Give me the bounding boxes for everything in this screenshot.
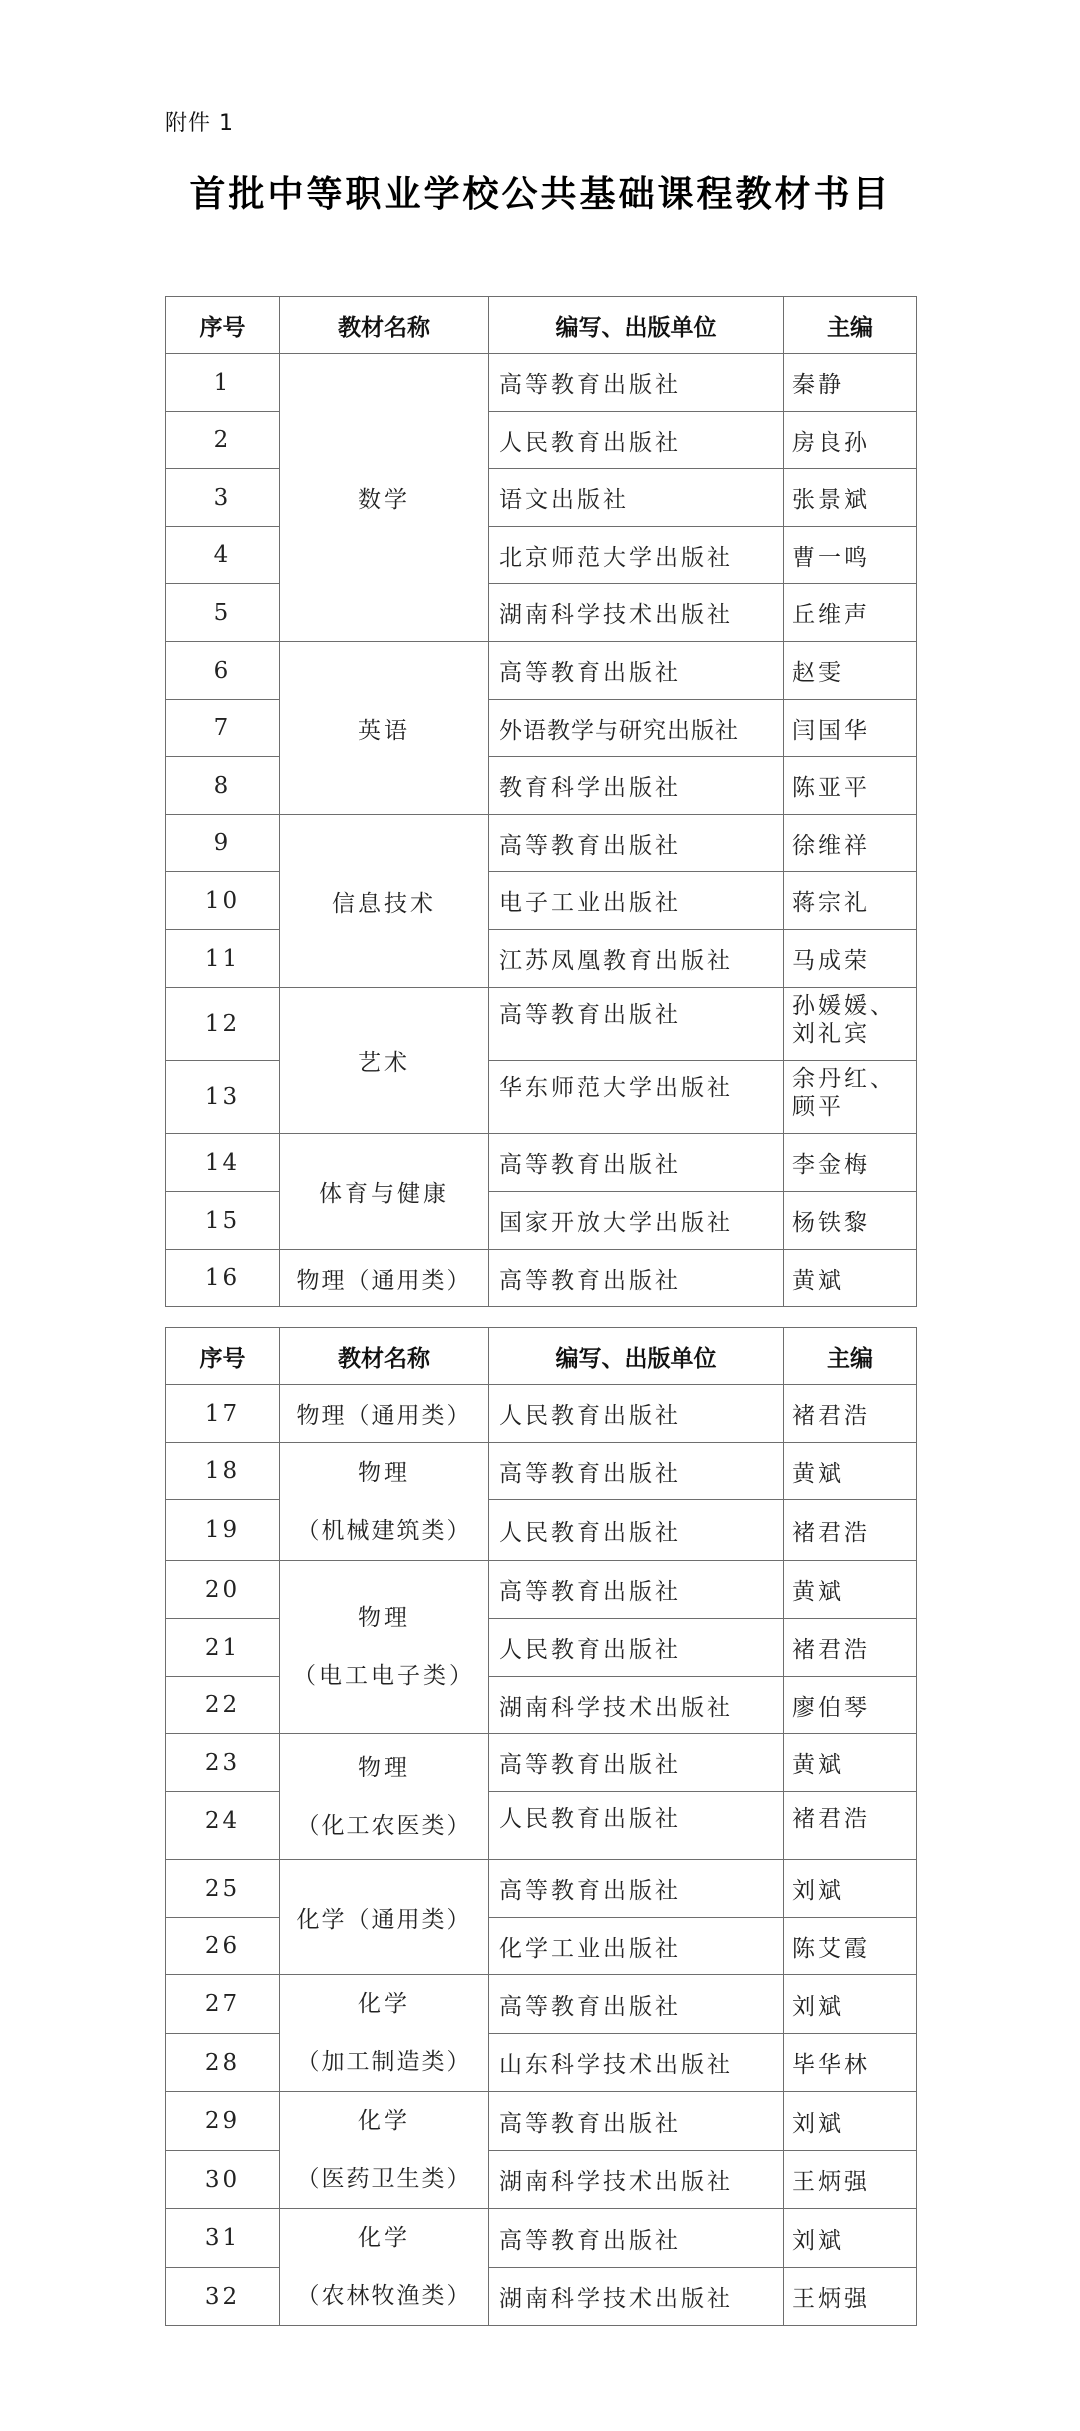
textbook-name-line-2: （加工制造类） [296, 2049, 472, 2075]
table-row [166, 1192, 917, 1250]
editor: 闫国华 [784, 700, 917, 757]
table-row [166, 757, 917, 815]
textbook-name-line-1: 化学 [358, 2225, 410, 2251]
table-row [166, 2209, 917, 2268]
row-no: 10 [166, 872, 280, 930]
textbook-name: 物理（通用类） [280, 1250, 489, 1307]
row-no: 15 [166, 1192, 280, 1250]
editor: 徐维祥 [784, 815, 917, 872]
editor: 褚君浩 [784, 1500, 917, 1561]
editor: 陈亚平 [784, 757, 917, 815]
table-row [166, 2092, 917, 2151]
header-name: 教材名称 [280, 297, 489, 354]
row-no: 18 [166, 1443, 280, 1500]
table-header-row [166, 297, 917, 354]
attachment-label: 附件 1 [165, 111, 234, 136]
table-row [166, 2034, 917, 2092]
publisher: 北京师范大学出版社 [489, 527, 784, 584]
header-editor: 主编 [784, 297, 917, 354]
publisher: 电子工业出版社 [489, 872, 784, 930]
publisher: 高等教育出版社 [489, 988, 784, 1061]
textbook-name-line-1: 物理 [358, 1459, 410, 1486]
editor-line-2: 顾平 [792, 1094, 844, 1120]
textbook-name: 英语 [280, 642, 489, 815]
header-publisher: 编写、出版单位 [489, 297, 784, 354]
editor: 李金梅 [784, 1134, 917, 1192]
table-row [166, 354, 917, 412]
row-no: 24 [166, 1792, 280, 1860]
row-no: 31 [166, 2209, 280, 2268]
publisher: 高等教育出版社 [489, 2092, 784, 2151]
table-row [166, 1561, 917, 1619]
editor: 马成荣 [784, 930, 917, 988]
table-row [166, 584, 917, 642]
publisher: 高等教育出版社 [489, 1134, 784, 1192]
table-row [166, 1500, 917, 1561]
textbook-name-line-1: 化学 [358, 1991, 410, 2017]
row-no: 2 [166, 412, 280, 469]
row-no: 1 [166, 354, 280, 412]
row-no: 28 [166, 2034, 280, 2092]
table-header-row [166, 1328, 917, 1385]
editor [784, 988, 917, 1061]
editor: 房良孙 [784, 412, 917, 469]
textbook-name [280, 1561, 489, 1734]
table-row [166, 1443, 917, 1500]
publisher: 人民教育出版社 [489, 1619, 784, 1677]
publisher: 外语教学与研究出版社 [489, 700, 784, 757]
textbook-table-1 [165, 296, 917, 1307]
publisher: 湖南科学技术出版社 [489, 2151, 784, 2209]
editor: 赵雯 [784, 642, 917, 700]
publisher: 高等教育出版社 [489, 1975, 784, 2034]
publisher: 人民教育出版社 [489, 1792, 784, 1860]
textbook-name-line-2: （电工电子类） [293, 1663, 475, 1689]
header-name: 教材名称 [280, 1328, 489, 1385]
publisher: 高等教育出版社 [489, 1860, 784, 1918]
table-row [166, 1860, 917, 1918]
publisher: 化学工业出版社 [489, 1918, 784, 1975]
editor: 秦静 [784, 354, 917, 412]
row-no: 5 [166, 584, 280, 642]
editor: 刘斌 [784, 1860, 917, 1918]
row-no: 12 [166, 988, 280, 1061]
publisher: 高等教育出版社 [489, 354, 784, 412]
header-publisher: 编写、出版单位 [489, 1328, 784, 1385]
textbook-name: 体育与健康 [280, 1134, 489, 1250]
textbook-name [280, 1443, 489, 1561]
editor: 刘斌 [784, 2209, 917, 2268]
table-row [166, 469, 917, 527]
publisher: 高等教育出版社 [489, 642, 784, 700]
table-row [166, 1619, 917, 1677]
textbook-table-2 [165, 1327, 917, 2326]
editor-line-1: 孙媛媛、 [792, 993, 896, 1019]
row-no: 32 [166, 2268, 280, 2326]
table-row [166, 1677, 917, 1734]
header-no: 序号 [166, 1328, 280, 1385]
editor: 黄斌 [784, 1734, 917, 1792]
publisher: 山东科学技术出版社 [489, 2034, 784, 2092]
editor: 陈艾霞 [784, 1918, 917, 1975]
row-no: 29 [166, 2092, 280, 2151]
editor: 褚君浩 [784, 1792, 917, 1860]
row-no: 13 [166, 1061, 280, 1134]
row-no: 7 [166, 700, 280, 757]
row-no: 19 [166, 1500, 280, 1561]
textbook-name-line-2: （农林牧渔类） [296, 2283, 472, 2309]
table-row [166, 1975, 917, 2034]
row-no: 6 [166, 642, 280, 700]
table-row [166, 1385, 917, 1443]
row-no: 16 [166, 1250, 280, 1307]
textbook-name [280, 1734, 489, 1860]
row-no: 8 [166, 757, 280, 815]
publisher: 江苏凤凰教育出版社 [489, 930, 784, 988]
header-no: 序号 [166, 297, 280, 354]
row-no: 9 [166, 815, 280, 872]
publisher: 语文出版社 [489, 469, 784, 527]
textbook-name: 数学 [280, 354, 489, 642]
editor: 褚君浩 [784, 1619, 917, 1677]
table-row [166, 2151, 917, 2209]
editor: 王炳强 [784, 2151, 917, 2209]
row-no: 27 [166, 1975, 280, 2034]
row-no: 17 [166, 1385, 280, 1443]
textbook-name: 信息技术 [280, 815, 489, 988]
page-title: 首批中等职业学校公共基础课程教材书目 [189, 173, 892, 215]
publisher: 高等教育出版社 [489, 815, 784, 872]
table-row [166, 1061, 917, 1134]
publisher: 高等教育出版社 [489, 2209, 784, 2268]
row-no: 20 [166, 1561, 280, 1619]
publisher: 高等教育出版社 [489, 1250, 784, 1307]
editor: 刘斌 [784, 2092, 917, 2151]
textbook-name-line-2: （机械建筑类） [296, 1517, 472, 1544]
table-row [166, 1918, 917, 1975]
table-row [166, 1734, 917, 1792]
editor: 黄斌 [784, 1561, 917, 1619]
textbook-name-line-2: （化工农医类） [296, 1812, 472, 1839]
table-row [166, 1134, 917, 1192]
publisher: 高等教育出版社 [489, 1443, 784, 1500]
textbook-name [280, 2209, 489, 2326]
editor-line-2: 刘礼宾 [792, 1021, 870, 1047]
row-no: 3 [166, 469, 280, 527]
row-no: 23 [166, 1734, 280, 1792]
table-row [166, 700, 917, 757]
table-row [166, 872, 917, 930]
row-no: 22 [166, 1677, 280, 1734]
editor-line-1: 余丹红、 [792, 1066, 896, 1092]
publisher: 高等教育出版社 [489, 1561, 784, 1619]
textbook-name-line-1: 物理 [358, 1754, 410, 1781]
editor: 黄斌 [784, 1443, 917, 1500]
table-row [166, 988, 917, 1061]
editor [784, 1061, 917, 1134]
publisher: 国家开放大学出版社 [489, 1192, 784, 1250]
editor: 刘斌 [784, 1975, 917, 2034]
editor: 毕华林 [784, 2034, 917, 2092]
editor: 廖伯琴 [784, 1677, 917, 1734]
table-row [166, 1792, 917, 1860]
table-row [166, 2268, 917, 2326]
row-no: 4 [166, 527, 280, 584]
table-row [166, 1250, 917, 1307]
publisher: 华东师范大学出版社 [489, 1061, 784, 1134]
table-row [166, 930, 917, 988]
textbook-name-line-1: 化学 [358, 2108, 410, 2134]
editor: 蒋宗礼 [784, 872, 917, 930]
textbook-name: 物理（通用类） [280, 1385, 489, 1443]
textbook-name-line-1: 物理 [358, 1605, 410, 1631]
editor: 褚君浩 [784, 1385, 917, 1443]
publisher: 人民教育出版社 [489, 1500, 784, 1561]
editor: 曹一鸣 [784, 527, 917, 584]
publisher: 高等教育出版社 [489, 1734, 784, 1792]
row-no: 30 [166, 2151, 280, 2209]
editor: 黄斌 [784, 1250, 917, 1307]
textbook-name [280, 1975, 489, 2092]
table-row [166, 642, 917, 700]
publisher: 人民教育出版社 [489, 1385, 784, 1443]
row-no: 26 [166, 1918, 280, 1975]
editor: 张景斌 [784, 469, 917, 527]
publisher: 人民教育出版社 [489, 412, 784, 469]
table-row [166, 815, 917, 872]
textbook-name [280, 2092, 489, 2209]
textbook-name: 艺术 [280, 988, 489, 1134]
publisher: 湖南科学技术出版社 [489, 584, 784, 642]
row-no: 25 [166, 1860, 280, 1918]
header-editor: 主编 [784, 1328, 917, 1385]
row-no: 14 [166, 1134, 280, 1192]
publisher: 湖南科学技术出版社 [489, 2268, 784, 2326]
editor: 王炳强 [784, 2268, 917, 2326]
table-row [166, 527, 917, 584]
table-row [166, 412, 917, 469]
publisher: 教育科学出版社 [489, 757, 784, 815]
textbook-name-line-2: （医药卫生类） [296, 2166, 472, 2192]
row-no: 21 [166, 1619, 280, 1677]
editor: 杨铁黎 [784, 1192, 917, 1250]
row-no: 11 [166, 930, 280, 988]
publisher: 湖南科学技术出版社 [489, 1677, 784, 1734]
textbook-name: 化学（通用类） [280, 1860, 489, 1975]
editor: 丘维声 [784, 584, 917, 642]
